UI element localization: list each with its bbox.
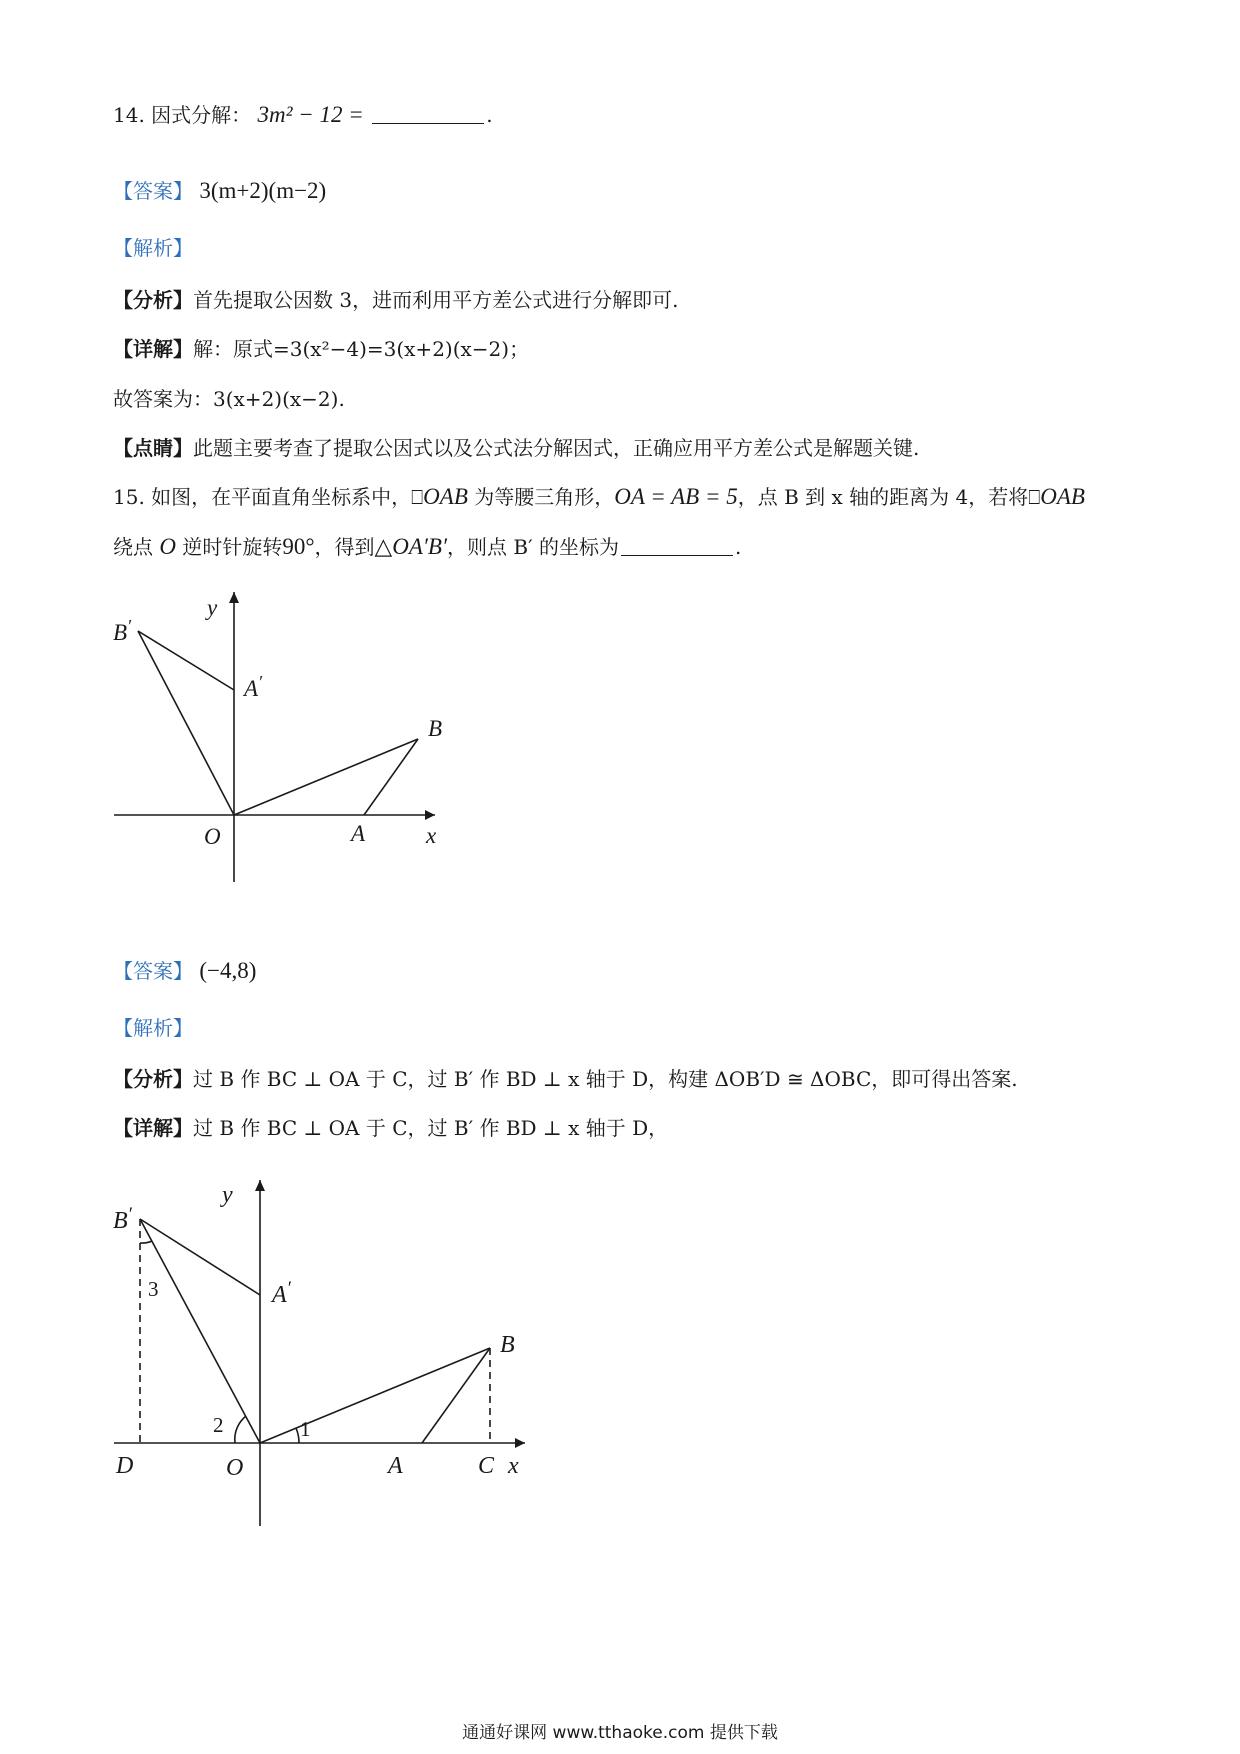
- segment-ob-prime: [140, 1219, 260, 1443]
- y-arrow-icon: [229, 592, 239, 603]
- label-b-prime: B′: [113, 1204, 132, 1234]
- q15-line-2: [113, 533, 741, 561]
- q15-triangle: △OA′B′: [374, 534, 448, 559]
- q14-fenxi-text: 首先提取公因数 3，进而利用平方差公式进行分解即可.: [193, 288, 679, 312]
- q14-prompt: 因式分解：: [151, 103, 252, 127]
- q15-analysis-tag: 【解析】: [113, 1016, 193, 1040]
- q15-answer: (−4,8): [199, 958, 257, 983]
- q15-text-2e: ，则点 B′ 的坐标为: [447, 535, 619, 559]
- q15-text-1c: 为等腰三角形，: [467, 485, 615, 509]
- label-a-prime: A′: [244, 672, 262, 701]
- q14-comment-tag: 【点睛】: [113, 436, 193, 460]
- q15-text-2c: 逆时针旋转: [175, 535, 283, 559]
- q15-number: 15.: [113, 485, 145, 509]
- page-footer: 通通好课网 www.tthaoke.com 提供下载: [462, 1723, 778, 1743]
- q15-point-o: O: [159, 534, 176, 559]
- segment-a-prime-b-prime: [138, 631, 234, 690]
- q15-box-2: ⎕: [1028, 485, 1041, 509]
- label-a: A: [388, 1453, 403, 1479]
- q14-answer-tag: 【答案】: [113, 179, 193, 203]
- q15-fenxi-line: [113, 1065, 1018, 1093]
- label-angle-1: 1: [300, 1417, 311, 1441]
- q15-fenxi-tag: 【分析】: [113, 1067, 193, 1091]
- q15-figure-2: [100, 1168, 540, 1538]
- q15-angle: 90°: [282, 534, 315, 559]
- q14-conclusion: 故答案为：3(x+2)(x−2).: [113, 387, 345, 411]
- label-y: y: [222, 1182, 233, 1208]
- q15-detail-text: 过 B 作 BC ⊥ OA 于 C，过 B′ 作 BD ⊥ x 轴于 D，: [193, 1116, 669, 1140]
- label-x: x: [426, 823, 437, 848]
- q14-number: 14.: [113, 103, 145, 127]
- segment-ob-prime: [138, 631, 234, 815]
- q15-answer-tag: 【答案】: [113, 959, 193, 983]
- label-a-prime: A′: [272, 1278, 291, 1308]
- label-y: y: [207, 595, 218, 620]
- q14-expression: 3m² − 12 =: [257, 102, 364, 127]
- y-arrow-icon: [255, 1180, 265, 1191]
- label-b: B: [428, 716, 443, 741]
- q15-text-1d: ，点 B 到 x 轴的距离为 4，若将: [737, 485, 1029, 509]
- q14-comment-text: 此题主要考查了提取公因式以及公式法分解因式，正确应用平方差公式是解题关键.: [193, 436, 920, 460]
- q14-answer-line: [113, 177, 326, 205]
- angle-2-arc: [235, 1416, 246, 1443]
- q15-oab-1: OAB: [423, 484, 468, 509]
- q14-answer: 3(m+2)(m−2): [199, 178, 327, 203]
- q14-detail-tag: 【详解】: [113, 337, 193, 361]
- angle-1-arc: [296, 1428, 299, 1443]
- label-x: x: [508, 1453, 519, 1479]
- label-o: O: [204, 824, 221, 849]
- q15-text-1a: 如图，在平面直角坐标系中，: [151, 485, 412, 509]
- q15-detail-line: [113, 1114, 668, 1142]
- label-d: D: [116, 1453, 134, 1479]
- q14-fenxi-line: [113, 286, 678, 314]
- q15-text-2a: 绕点: [113, 535, 160, 559]
- q15-line-1: [113, 483, 1085, 511]
- x-arrow-icon: [515, 1438, 525, 1448]
- q15-detail-tag: 【详解】: [113, 1116, 193, 1140]
- q14-fenxi-tag: 【分析】: [113, 288, 193, 312]
- q14-line: [113, 101, 493, 129]
- q14-analysis-tag: 【解析】: [113, 236, 193, 260]
- q15-answer-blank: [621, 555, 733, 556]
- label-o: O: [226, 1455, 244, 1481]
- q15-fenxi-text: 过 B 作 BC ⊥ OA 于 C，过 B′ 作 BD ⊥ x 轴于 D，构建 ΔOB′D ≅ ΔOBC，即可得出答案.: [193, 1067, 1018, 1091]
- label-b: B: [500, 1332, 515, 1358]
- x-arrow-icon: [425, 810, 435, 820]
- q14-comment-line: [113, 434, 919, 462]
- q15-equation: OA = AB = 5: [614, 484, 738, 509]
- q15-box-1: ⎕: [411, 485, 424, 509]
- q14-answer-blank: [372, 123, 484, 124]
- label-b-prime: B′: [113, 616, 131, 645]
- label-c: C: [478, 1453, 495, 1479]
- angle-3-arc: [140, 1241, 152, 1243]
- q15-figure-1: [100, 580, 460, 890]
- q15-period: .: [734, 535, 742, 559]
- label-angle-2: 2: [213, 1413, 224, 1437]
- label-angle-3: 3: [148, 1277, 159, 1301]
- label-a: A: [351, 821, 366, 846]
- q15-text-2d: ，得到: [314, 535, 375, 559]
- q14-detail-text: 解：原式=3(x²−4)=3(x+2)(x−2)；: [193, 337, 530, 361]
- q14-detail-line: [113, 335, 529, 363]
- q14-period: .: [486, 103, 493, 127]
- q15-oab-2: OAB: [1040, 484, 1085, 509]
- q15-answer-line: [113, 957, 256, 985]
